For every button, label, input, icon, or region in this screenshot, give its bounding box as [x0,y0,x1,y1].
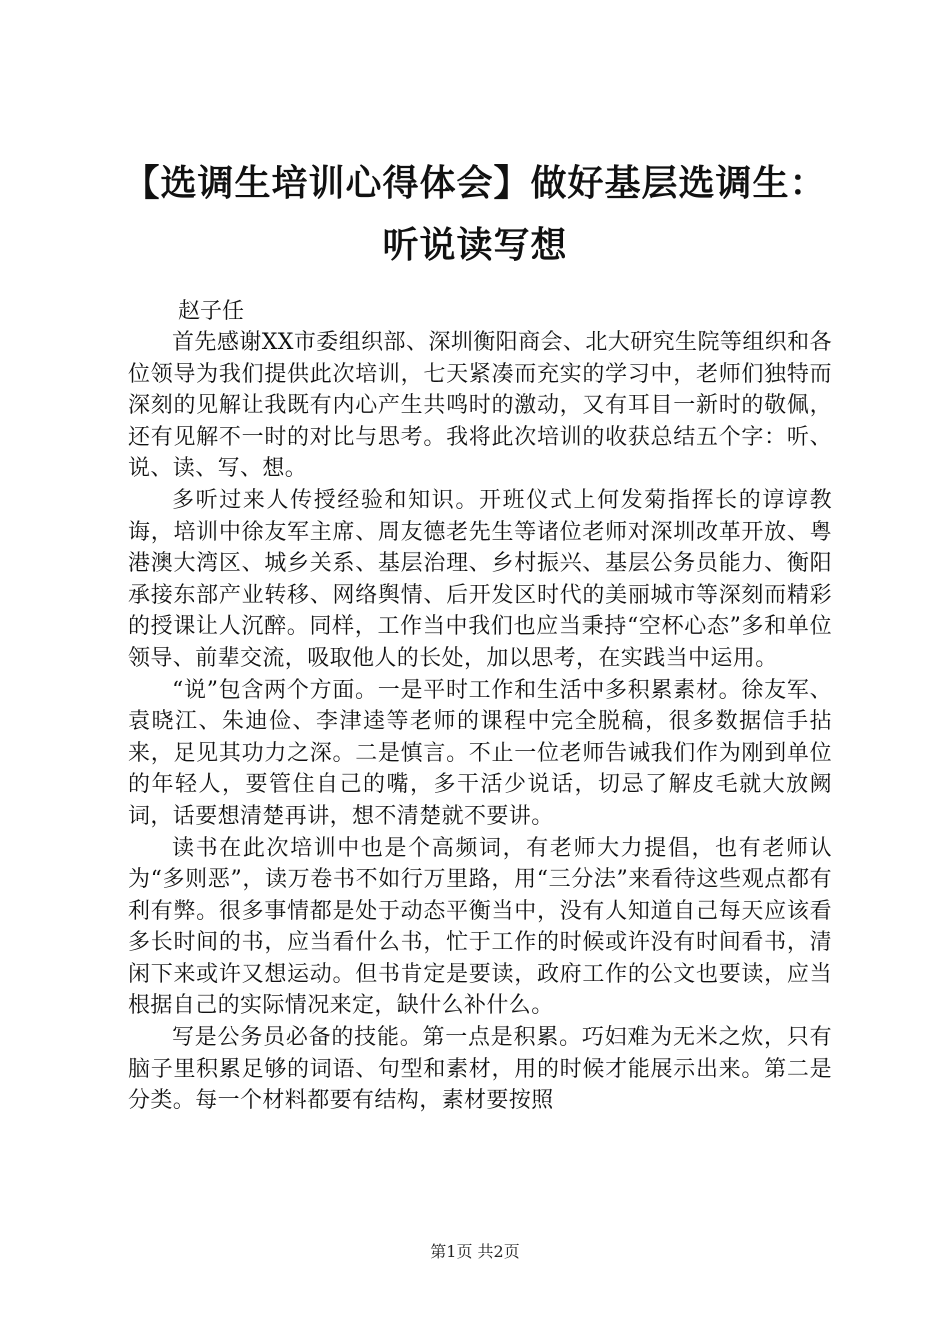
document-title: 【选调生培训心得体会】做好基层选调生：听说读写想 [123,162,827,266]
paragraph: 写是公务员必备的技能。第一点是积累。巧妇难为无米之炊，只有脑子里积累足够的词语、句型和素材，用的时候才能展示出来。第二是分类。每一个材料都要有结构，素材要按照 [128,1025,832,1114]
paragraph: 首先感谢XX市委组织部、深圳衡阳商会、北大研究生院等组织和各位领导为我们提供此次培训，七天紧凑而充实的学习中，老师们独特而深刻的见解让我既有内心产生共鸣时的激动，又有耳目一新时的敬佩，还有见解不一时的对比与思考。我将此次培训的收获总结五个字：听、说、读、写、想。 [128,330,832,482]
paragraph: 多听过来人传授经验和知识。开班仪式上何发菊指挥长的谆谆教诲，培训中徐友军主席、周友德老先生等诸位老师对深圳改革开放、粤港澳大湾区、城乡关系、基层治理、乡村振兴、基层公务员能力、衡阳承接东部产业转移、网络舆情、后开发区时代的美丽城市等深刻而精彩的授课让人沉醉。同样，工作当中我们也应当秉持“空杯心态”多和单位领导、前辈交流，吸取他人的长处，加以思考，在实践当中运用。 [128,487,832,671]
paragraph: “说”包含两个方面。一是平时工作和生活中多积累素材。徐友军、袁晓江、朱迪俭、李津逵等老师的课程中完全脱稿，很多数据信手拈来，足见其功力之深。二是慎言。不止一位老师告诫我们作为刚到单位的年轻人，要管住自己的嘴，多干活少说话，切忌了解皮毛就大放阙词，话要想清楚再讲，想不清楚就不要讲。 [128,677,832,829]
page-footer: 第1页 共2页 [430,1242,520,1261]
document-body [128,327,832,1117]
author-name: 赵子任 [178,299,245,324]
paragraph: 读书在此次培训中也是个高频词，有老师大力提倡，也有老师认为“多则恶”，读万卷书不如行万里路，用“三分法”来看待这些观点都有利有弊。很多事情都是处于动态平衡当中，没有人知道自己每天应该看多长时间的书，应当看什么书，忙于工作的时候或许没有时间看书，清闲下来或许又想运动。但书肯定是要读，政府工作的公文也要读，应当根据自己的实际情况来定，缺什么补什么。 [128,835,832,1019]
